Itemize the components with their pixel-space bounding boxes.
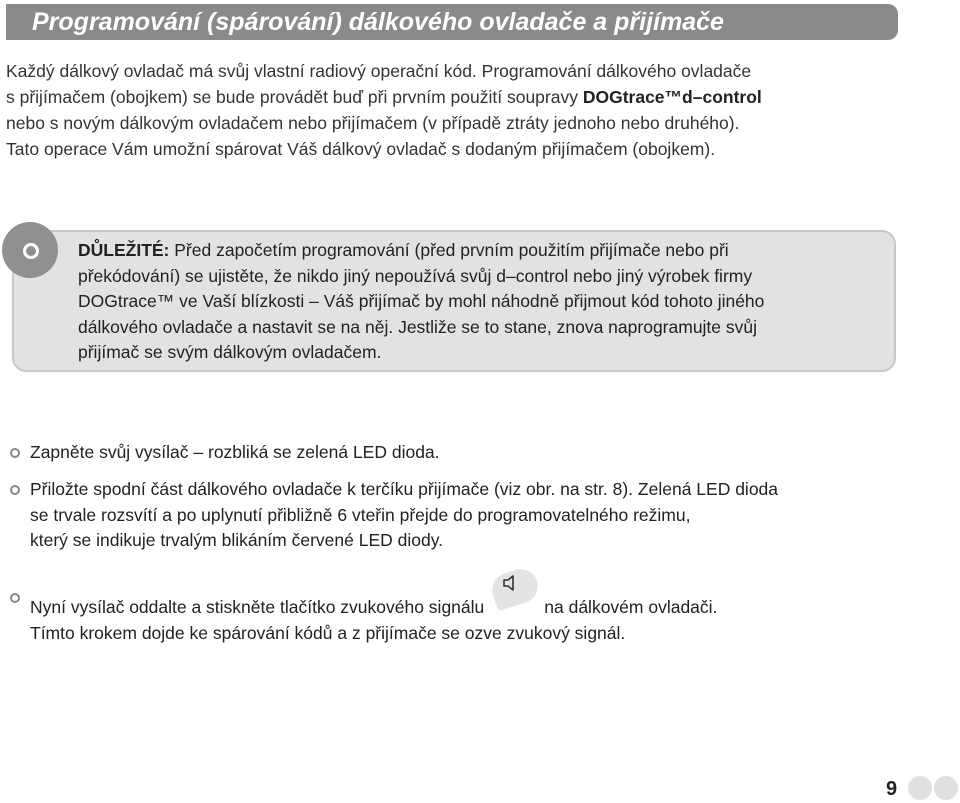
note-bullet-icon bbox=[2, 222, 58, 278]
footer-dot bbox=[908, 776, 932, 800]
footer-dot bbox=[934, 776, 958, 800]
step-text: který se indikuje trvalým blikáním červené LED diody. bbox=[30, 530, 444, 550]
bullet-icon bbox=[10, 448, 20, 458]
step-text bbox=[30, 585, 717, 621]
note-line: překódování) se ujistěte, že nikdo jiný nepoužívá svůj d–control nebo jiný výrobek firmy bbox=[78, 265, 753, 286]
section-title: Programování (spárování) dálkového ovladače a přijímače bbox=[32, 8, 724, 36]
sound-button-graphic bbox=[488, 585, 538, 619]
step-text: se trvale rozsvítí a po uplynutí přibližně 6 vteřin přejde do programovatelného režimu, bbox=[30, 504, 691, 525]
step-text: Tímto krokem dojde ke spárování kódů a z přijímače se ozve zvukový signál. bbox=[30, 622, 626, 643]
note-line: přijímač se svým dálkovým ovladačem. bbox=[78, 342, 382, 362]
step-text-part: Nyní vysílač oddalte a stiskněte tlačítko zvukového signálu bbox=[30, 597, 485, 617]
note-label: DŮLEŽITÉ: bbox=[78, 240, 170, 260]
section-title-bar bbox=[6, 4, 898, 40]
step-text: Přiložte spodní část dálkového ovladače k terčíku přijímače (viz obr. na str. 8). Zelená LED dioda bbox=[30, 479, 779, 499]
note-line bbox=[78, 238, 888, 264]
page-number: 9 bbox=[886, 778, 898, 800]
note-line: DOGtrace™ ve Vaší blízkosti – Váš přijímač by mohl náhodně přijmout kód tohoto jiného bbox=[78, 291, 765, 311]
step-text: Zapněte svůj vysílač – rozbliká se zelená LED dioda. bbox=[30, 442, 440, 462]
bullet-icon bbox=[10, 485, 20, 495]
intro-line: nebo s novým dálkovým ovladačem nebo přijímačem (v případě ztráty jednoho nebo druhého). bbox=[6, 113, 740, 133]
intro-line: Tato operace Vám umožní spárovat Váš dálkový ovladač s dodaným přijímačem (obojkem). bbox=[6, 139, 716, 159]
bullet-icon bbox=[10, 593, 20, 603]
note-text: Před započetím programování (před prvním použitím přijímače nebo při bbox=[169, 240, 729, 260]
important-note-text bbox=[78, 238, 888, 366]
intro-line bbox=[6, 84, 906, 110]
step-text-part: na dálkovém ovladači. bbox=[544, 597, 718, 617]
note-line: dálkového ovladače a nastavit se na něj. Jestliže se to stane, znova naprogramujte svůj bbox=[78, 316, 758, 337]
speaker-icon bbox=[502, 573, 520, 593]
intro-paragraph bbox=[6, 58, 906, 162]
intro-text: s přijímačem (obojkem) se bude provádět buď při prvním použití soupravy bbox=[6, 87, 583, 107]
intro-line: Každý dálkový ovladač má svůj vlastní radiový operační kód. Programování dálkového ovladače bbox=[6, 61, 752, 81]
brand-name: DOGtrace™d–control bbox=[582, 87, 762, 107]
